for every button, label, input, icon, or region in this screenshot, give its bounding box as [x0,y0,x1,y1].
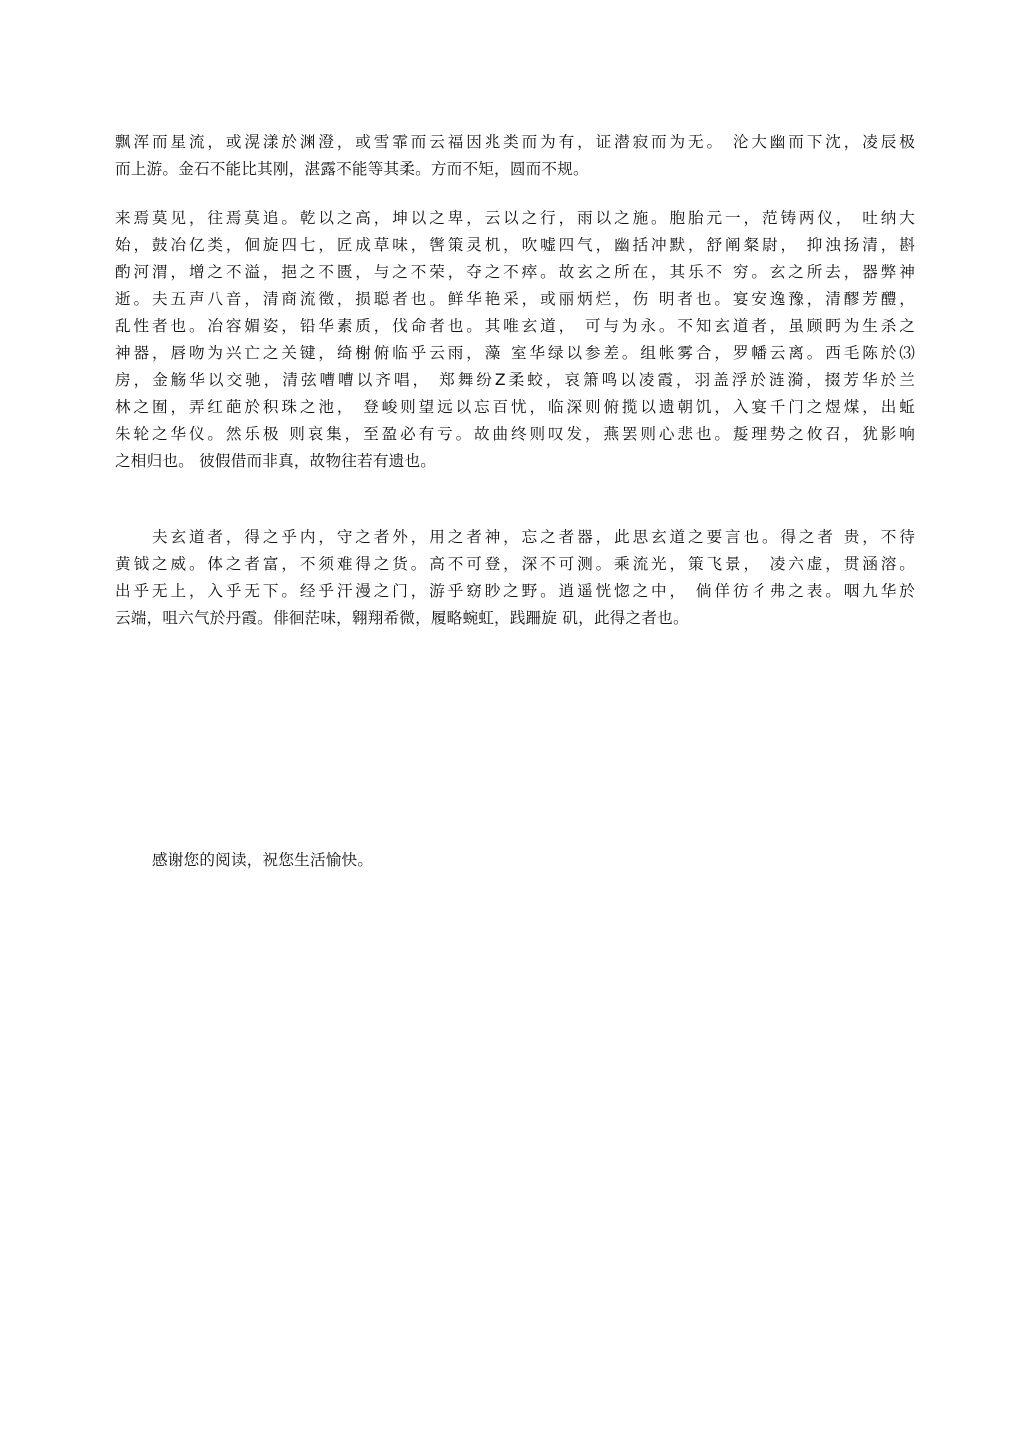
text-line: 黄钺之威。体之者富，不须难得之货。高不可登，深不可测。乘流光，策飞景， 凌六虚，贯涵溶。 [115,555,915,573]
text-line: 出乎无上，入乎无下。经乎汗漫之门，游乎窈眇之野。逍遥恍惚之中， 倘佯彷彳弗之表。咽九华於 [115,582,915,600]
text-line: 来焉莫见，往焉莫追。乾以之高，坤以之卑，云以之行，雨以之施。胞胎元一，范铸两仪， 吐纳大 [115,209,915,227]
text-line: 而上游。金石不能比其刚，湛露不能等其柔。方而不矩，圆而不规。 [115,160,589,178]
text-line: 林之囿，弄红葩於积珠之池， 登峻则望远以忘百忧，临深则俯揽以遗朝饥，入宴千门之煜煤，出蚯 [115,398,915,416]
paragraph-3 [115,524,915,632]
text-line: 之相归也。 彼假借而非真，故物往若有遗也。 [115,452,437,470]
text-line: 飘浑而星流，或滉漾於渊澄，或雪霏而云福因兆类而为有，证潜寂而为无。 沦大幽而下沈，凌辰极 [115,133,915,151]
paragraph-2 [115,205,915,475]
text-line: 房，金觞华以交驰，清弦嘈嘈以齐唱， 郑舞纷Z柔蛟，哀箫鸣以凌霞，羽盖浮於涟漪，掇芳华於兰 [115,371,915,389]
text-line: 云端，咀六气於丹霞。俳徊茫味，翱翔希微，履略蜿虹，践跚旋 矶，此得之者也。 [115,609,689,627]
closing-message: 感谢您的阅读，祝您生活愉快。 [152,851,374,869]
text-line: 始，鼓冶亿类，佪旋四七，匠成草味，辔策灵机，吹嘘四气，幽括冲默，舒阐粲尉， 抑浊扬清，斟 [115,236,915,254]
text-line: 朱轮之华仪。然乐极 则哀集，至盈必有亏。故曲终则叹发，燕罢则心悲也。㿱理势之攸召，犹影响 [115,425,915,443]
text-line: 夫玄道者，得之乎内，守之者外，用之者神，忘之者器，此思玄道之要言也。得之者 贵，不待 [115,528,915,546]
text-line: 乱性者也。冶容媚姿，铅华素质，伐命者也。其唯玄道， 可与为永。不知玄道者，虽顾眄为生杀之 [115,317,915,335]
text-line: 酌河渭，增之不溢，挹之不匮，与之不荣，夺之不瘁。故玄之所在，其乐不 穷。玄之所去，器弊神 [115,263,915,281]
text-line: 逝。夫五声八音，清商流徵，损聪者也。鲜华艳采，或丽炳烂，伤 明者也。宴安逸豫，清醪芳醴， [115,290,915,308]
text-line: 神器，唇吻为兴亡之关键，绮榭俯临乎云雨，藻 室华绿以参差。组帐雾合，罗幡云离。西毛陈於⑶ [115,344,915,362]
paragraph-1 [115,129,915,183]
